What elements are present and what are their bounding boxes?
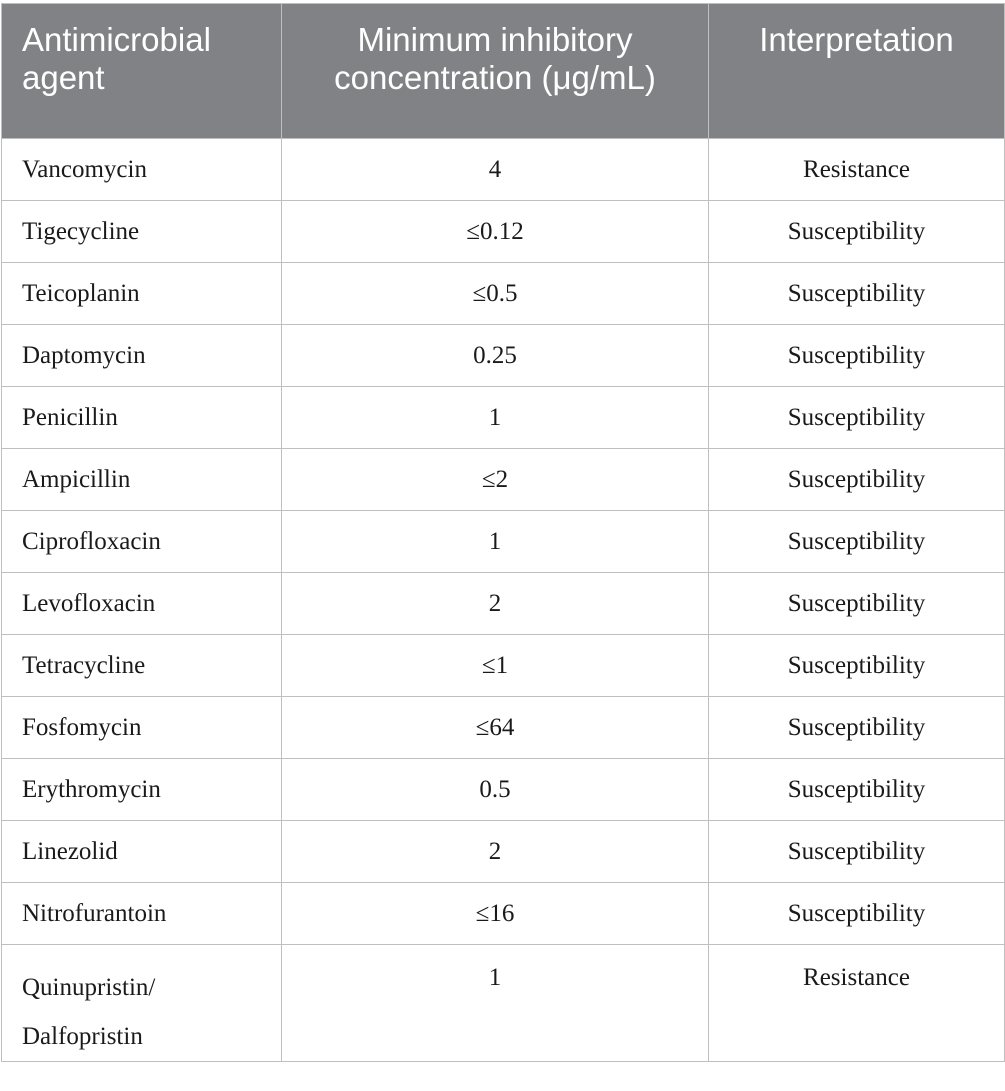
table-row [2,945,1005,1062]
interpretation-cell: Susceptibility [709,263,1005,325]
mic-cell: 1 [282,511,709,573]
header-agent: Antimicrobial agent [2,4,282,139]
interpretation-cell: Susceptibility [709,697,1005,759]
interpretation-cell: Susceptibility [709,759,1005,821]
agent-cell: Daptomycin [2,325,282,387]
mic-cell: 0.5 [282,759,709,821]
mic-cell: ≤0.5 [282,263,709,325]
interpretation-cell: Resistance [709,139,1005,201]
agent-cell: Teicoplanin [2,263,282,325]
header-interpretation: Interpretation [709,4,1005,139]
agent-cell [2,945,282,1062]
mic-cell: ≤64 [282,697,709,759]
agent-cell: Linezolid [2,821,282,883]
mic-cell: 2 [282,573,709,635]
interpretation-cell: Susceptibility [709,635,1005,697]
agent-cell: Fosfomycin [2,697,282,759]
table-row [2,883,1005,945]
mic-table [1,3,1005,1062]
table-row [2,263,1005,325]
table-row [2,821,1005,883]
agent-cell: Nitrofurantoin [2,883,282,945]
table-row [2,387,1005,449]
header-row [2,4,1005,139]
agent-line-1: Quinupristin/ [22,974,156,1001]
agent-cell: Levofloxacin [2,573,282,635]
agent-line-2: Dalfopristin [22,1023,143,1050]
interpretation-cell: Susceptibility [709,821,1005,883]
table-row [2,759,1005,821]
mic-cell: 2 [282,821,709,883]
table-row [2,697,1005,759]
mic-cell: ≤16 [282,883,709,945]
interpretation-cell: Susceptibility [709,201,1005,263]
mic-cell: ≤0.12 [282,201,709,263]
agent-cell: Tigecycline [2,201,282,263]
table-row [2,201,1005,263]
agent-cell: Vancomycin [2,139,282,201]
table-row [2,139,1005,201]
interpretation-cell: Susceptibility [709,325,1005,387]
interpretation-cell: Susceptibility [709,449,1005,511]
mic-cell: 0.25 [282,325,709,387]
table-row [2,449,1005,511]
interpretation-cell: Susceptibility [709,883,1005,945]
agent-cell: Ampicillin [2,449,282,511]
mic-cell: ≤1 [282,635,709,697]
header-mic: Minimum inhibitory concentration (μg/mL) [282,4,709,139]
table-row [2,325,1005,387]
table-row [2,635,1005,697]
agent-cell: Ciprofloxacin [2,511,282,573]
agent-cell: Erythromycin [2,759,282,821]
mic-cell: 4 [282,139,709,201]
table-row [2,573,1005,635]
mic-cell: 1 [282,945,709,1062]
mic-cell: ≤2 [282,449,709,511]
agent-cell: Tetracycline [2,635,282,697]
interpretation-cell: Susceptibility [709,511,1005,573]
interpretation-cell: Resistance [709,945,1005,1062]
table-row [2,511,1005,573]
agent-cell: Penicillin [2,387,282,449]
mic-cell: 1 [282,387,709,449]
interpretation-cell: Susceptibility [709,387,1005,449]
interpretation-cell: Susceptibility [709,573,1005,635]
